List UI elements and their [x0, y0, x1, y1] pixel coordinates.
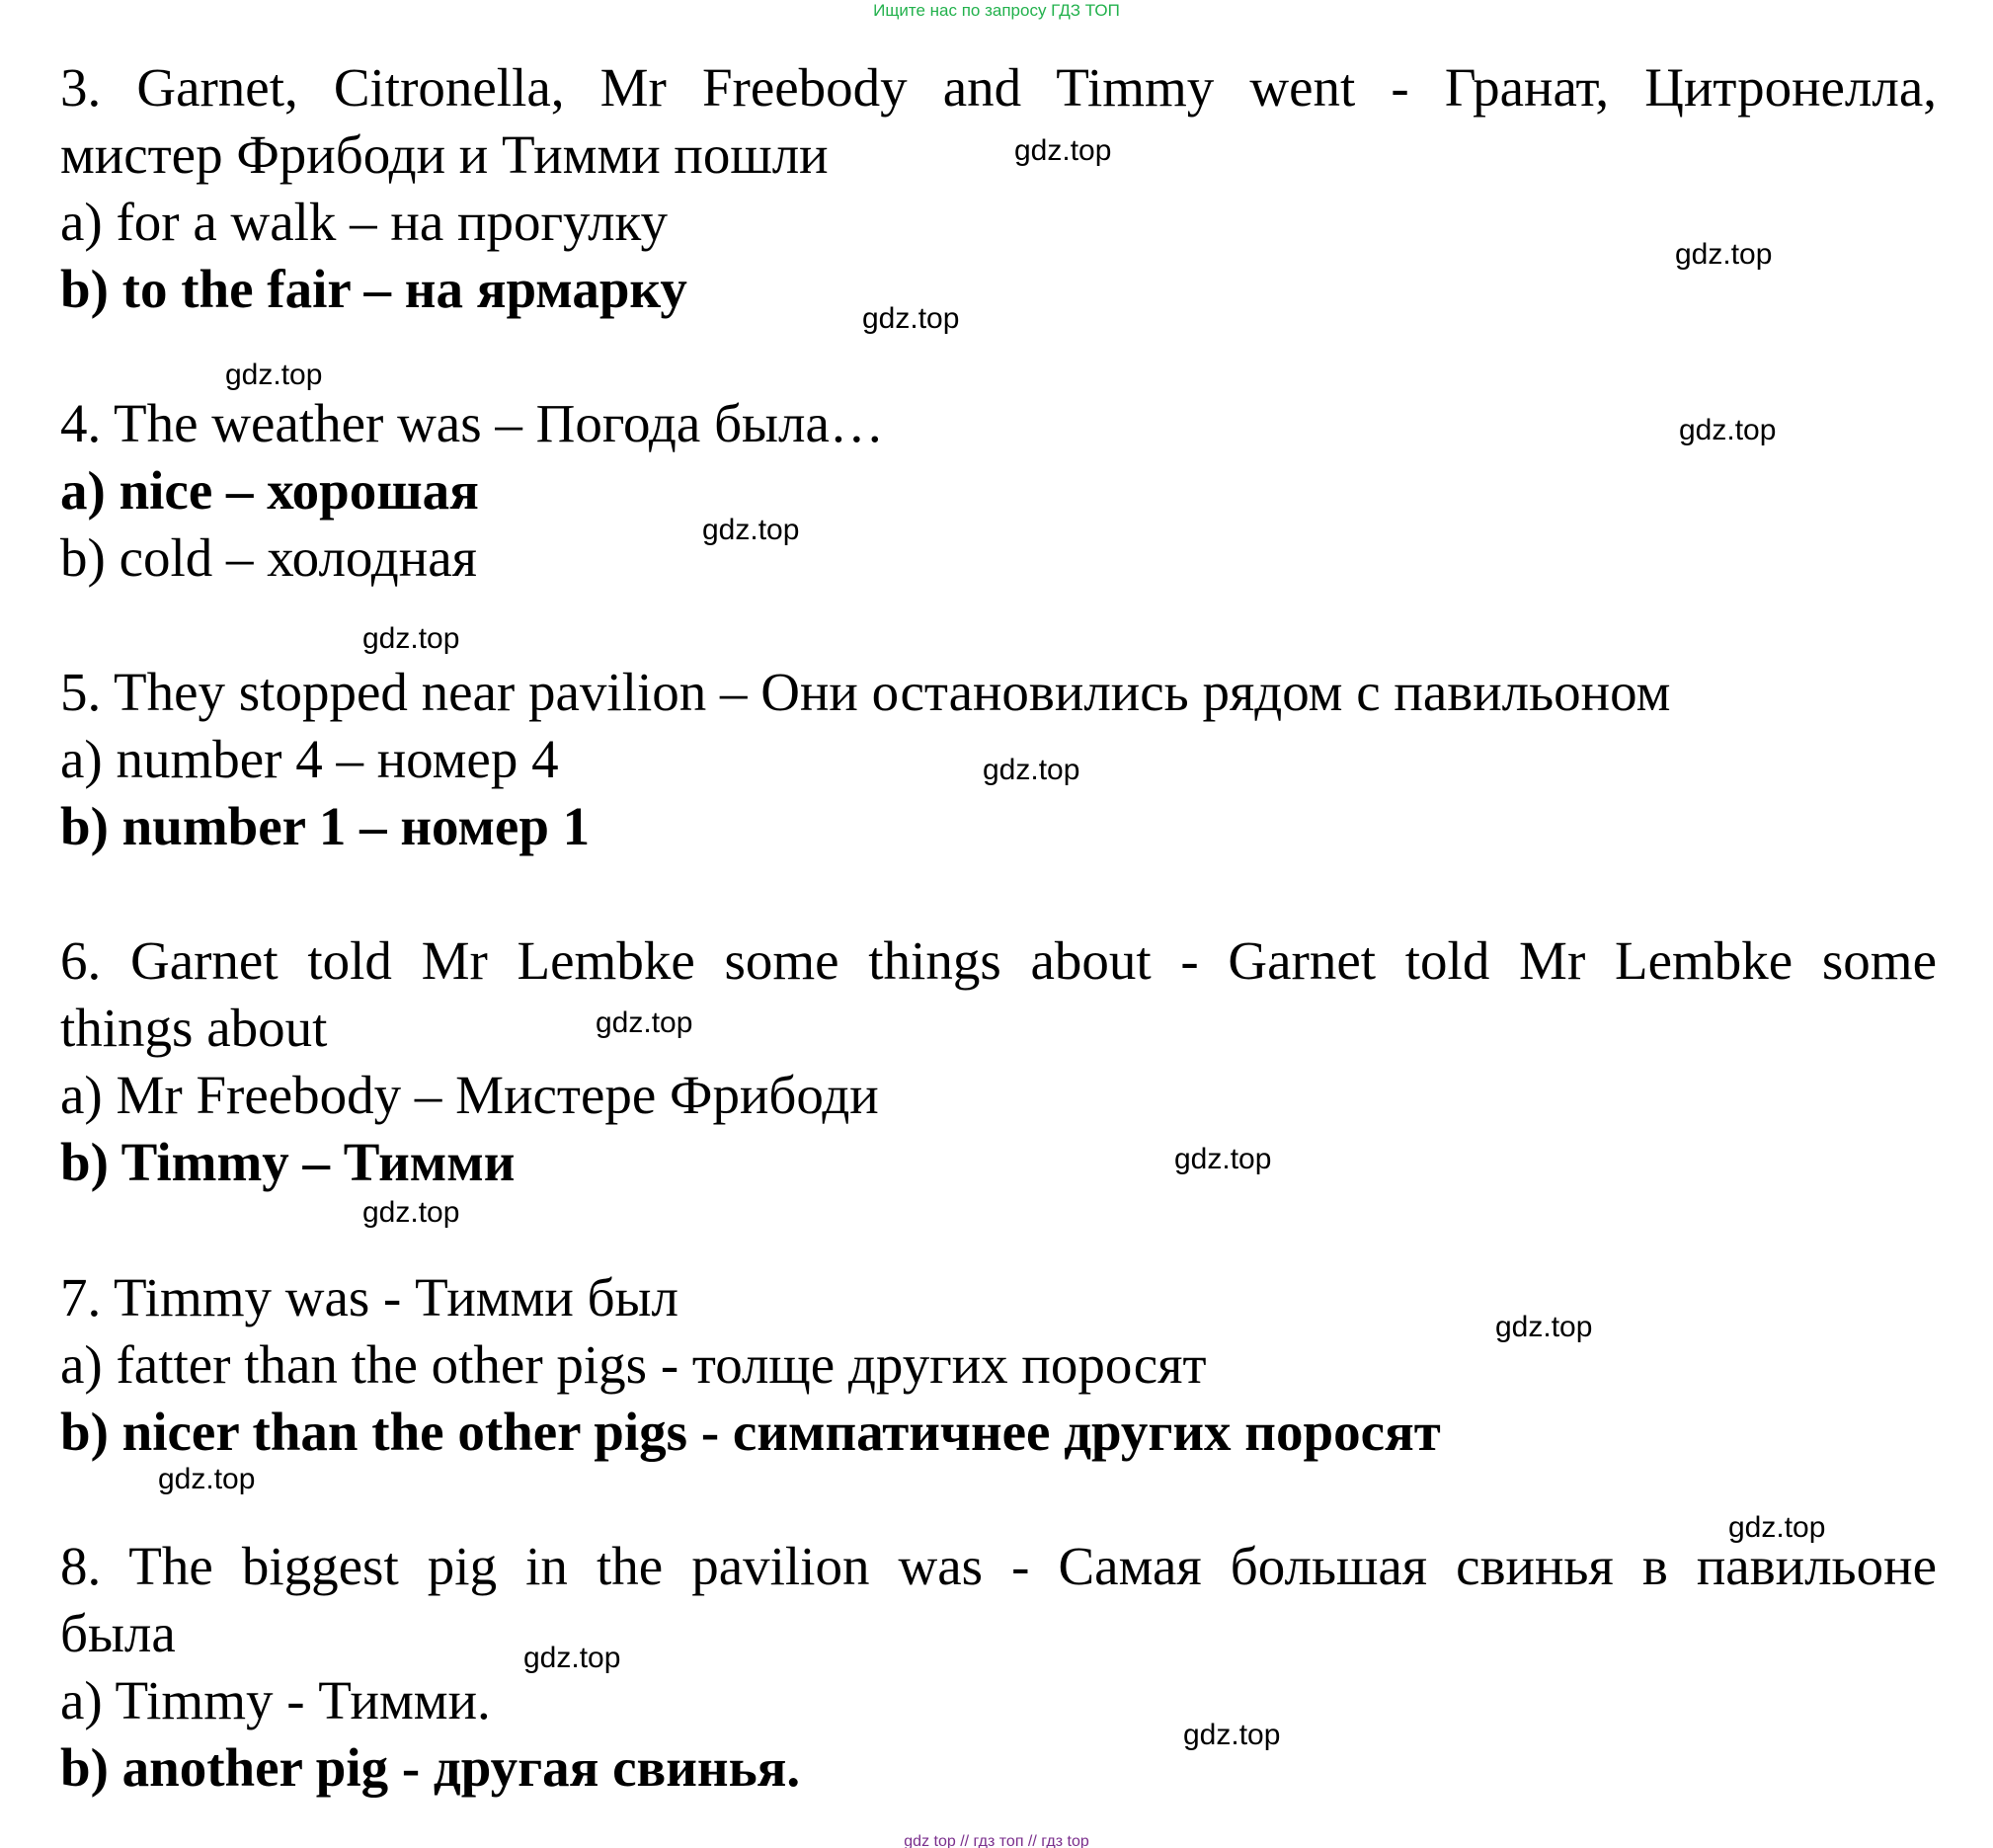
watermark: gdz.top [1495, 1311, 1593, 1343]
question-7-option-b-answer: b) nicer than the other pigs - симпатичнее других поросят [60, 1402, 1441, 1462]
question-5-option-a: a) number 4 – номер 4 [60, 729, 559, 789]
watermark: gdz.top [523, 1642, 621, 1674]
question-3-option-a: a) for a walk – на прогулку [60, 192, 668, 252]
question-8-line-1: 8. The biggest pig in the pavilion was - Самая большая свинья в павильоне [60, 1536, 1937, 1596]
question-3-option-b-answer: b) to the fair – на ярмарку [60, 259, 687, 319]
question-3-line-2: мистер Фрибоди и Тимми пошли [60, 124, 829, 185]
watermark: gdz.top [225, 359, 323, 391]
watermark: gdz.top [1679, 414, 1777, 446]
watermark: gdz.top [362, 1196, 460, 1229]
watermark: gdz.top [1183, 1719, 1281, 1751]
question-8-line-2: была [60, 1603, 176, 1663]
question-6-line-1: 6. Garnet told Mr Lembke some things about - Garnet told Mr Lembke some [60, 930, 1937, 991]
question-5-option-b-answer: b) number 1 – номер 1 [60, 796, 591, 856]
question-6-line-2: things about [60, 998, 328, 1058]
watermark: gdz.top [596, 1006, 693, 1039]
watermark: gdz.top [1014, 134, 1112, 167]
question-8-option-b-answer: b) another pig - другая свинья. [60, 1737, 801, 1798]
watermark: gdz.top [1174, 1143, 1272, 1175]
watermark: gdz.top [1728, 1511, 1826, 1544]
question-5: 5. They stopped near pavilion – Они остановились рядом с павильоном [60, 662, 1671, 722]
question-4-option-a-answer: a) nice – хорошая [60, 460, 479, 521]
question-4: 4. The weather was – Погода была… [60, 393, 884, 453]
question-6-option-b-answer: b) Timmy – Тимми [60, 1132, 516, 1192]
bottom-banner: gdz top // гдз топ // гдз top [904, 1833, 1089, 1848]
watermark: gdz.top [862, 302, 960, 335]
watermark: gdz.top [158, 1463, 256, 1495]
question-7-option-a: a) fatter than the other pigs - толще других поросят [60, 1334, 1207, 1395]
question-8-option-a: a) Timmy - Тимми. [60, 1670, 491, 1730]
watermark: gdz.top [702, 514, 800, 546]
question-7: 7. Timmy was - Тимми был [60, 1267, 678, 1327]
question-6-option-a: a) Mr Freebody – Мистере Фрибоди [60, 1065, 879, 1125]
question-3-line-1: 3. Garnet, Citronella, Mr Freebody and Timmy went - Гранат, Цитронелла, [60, 57, 1937, 118]
watermark: gdz.top [1675, 238, 1773, 271]
watermark: gdz.top [983, 754, 1080, 786]
watermark: gdz.top [362, 622, 460, 655]
top-banner: Ищите нас по запросу ГДЗ ТОП [873, 1, 1120, 20]
question-4-option-b: b) cold – холодная [60, 527, 477, 588]
